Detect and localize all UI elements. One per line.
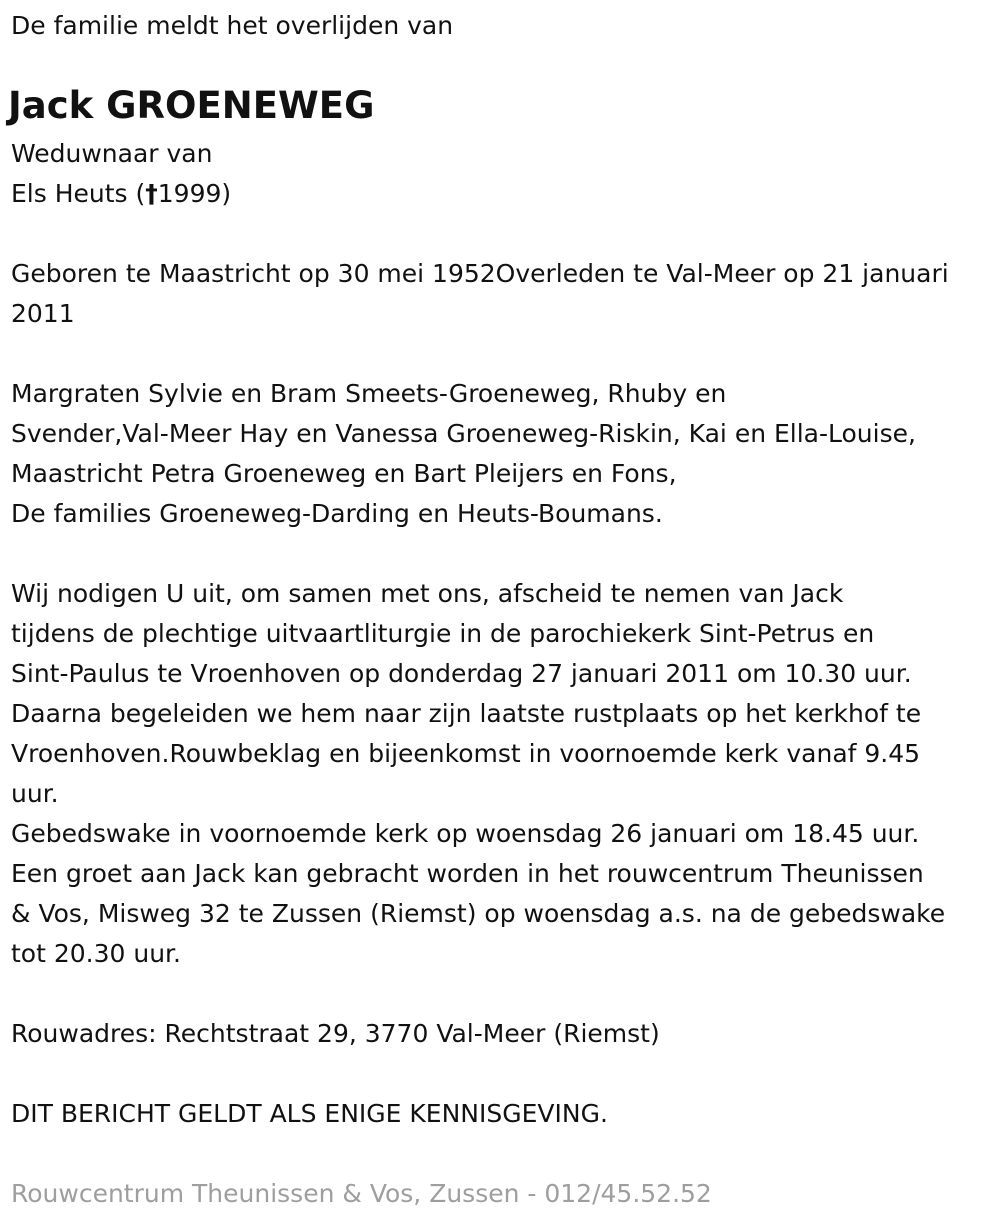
cross-icon: † [145, 179, 158, 208]
spouse-line [11, 174, 996, 214]
invitation-line: Een groet aan Jack kan gebracht worden in het rouwcentrum Theunissen [11, 859, 924, 888]
mourning-address: Rouwadres: Rechtstraat 29, 3770 Val-Meer (Riemst) [11, 1019, 660, 1048]
deceased-name: Jack GROENEWEG [8, 84, 375, 127]
invitation-line: tijdens de plechtige uitvaartliturgie in de parochiekerk Sint-Petrus en [11, 619, 875, 648]
invitation-block [11, 574, 996, 974]
invitation-line: & Vos, Misweg 32 te Zussen (Riemst) op woensdag a.s. na de gebedswake [11, 899, 946, 928]
birth-death-text: Geboren te Maastricht op 30 mei 1952Overleden te Val-Meer op 21 januari 2011 [11, 259, 949, 328]
family-line: Margraten Sylvie en Bram Smeets-Groeneweg, Rhuby en [11, 379, 727, 408]
invitation-line: tot 20.30 uur. [11, 939, 181, 968]
spouse-name: Els Heuts ( [11, 179, 146, 208]
relation-block [11, 134, 996, 214]
spouse-year: 1999) [157, 179, 232, 208]
invitation-line: uur. [11, 779, 59, 808]
invitation-line: Wij nodigen U uit, om samen met ons, afscheid te nemen van Jack [11, 579, 844, 608]
invitation-line: Gebedswake in voornoemde kerk op woensdag 26 januari om 18.45 uur. [11, 819, 920, 848]
invitation-line: Vroenhoven.Rouwbeklag en bijeenkomst in voornoemde kerk vanaf 9.45 [11, 739, 921, 768]
intro-text: De familie meldt het overlijden van [11, 11, 454, 40]
invitation-line: Sint-Paulus te Vroenhoven op donderdag 27 januari 2011 om 10.30 uur. [11, 659, 912, 688]
family-line: Maastricht Petra Groeneweg en Bart Pleijers en Fons, [11, 459, 677, 488]
notice-block [11, 1094, 996, 1134]
birth-death-block [11, 254, 996, 334]
address-block [11, 1014, 996, 1054]
funeral-home-footer: Rouwcentrum Theunissen & Vos, Zussen - 012/45.52.52 [11, 1179, 712, 1208]
notice-text: DIT BERICHT GELDT ALS ENIGE KENNISGEVING. [11, 1099, 608, 1128]
relation-label: Weduwnaar van [11, 139, 213, 168]
family-line: Svender,Val-Meer Hay en Vanessa Groeneweg-Riskin, Kai en Ella-Louise, [11, 419, 916, 448]
invitation-line: Daarna begeleiden we hem naar zijn laatste rustplaats op het kerkhof te [11, 699, 922, 728]
family-block [11, 374, 996, 534]
family-line: De families Groeneweg-Darding en Heuts-Boumans. [11, 499, 663, 528]
